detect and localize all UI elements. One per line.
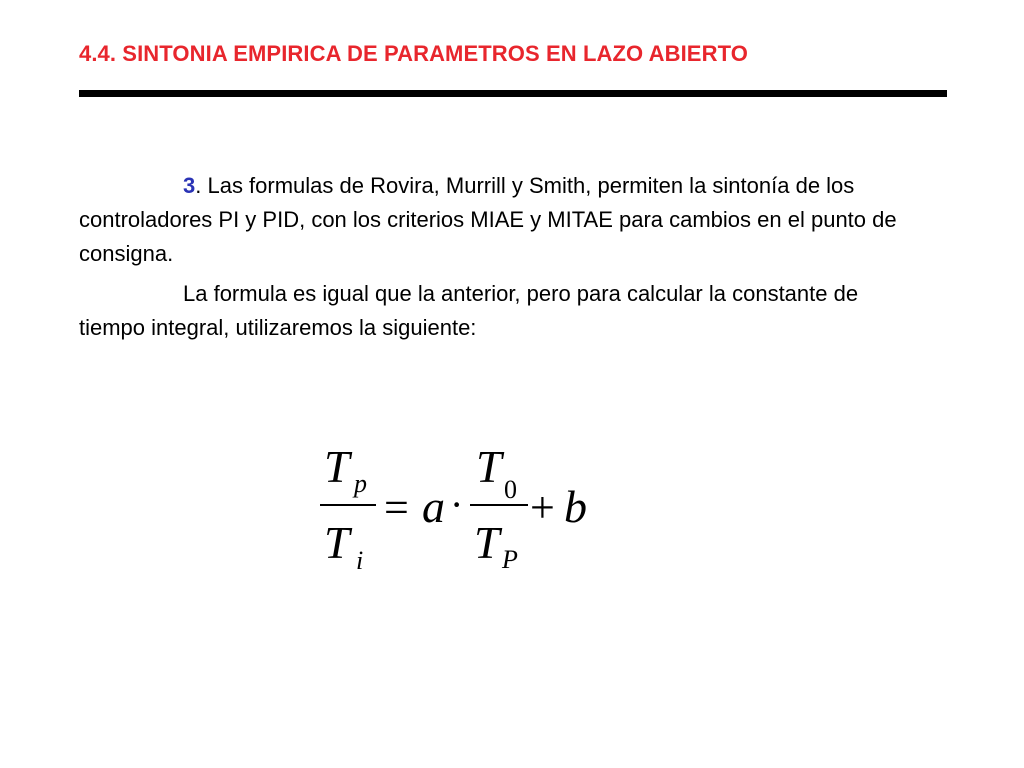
constant-b: b — [564, 481, 587, 532]
title-underline — [79, 90, 947, 97]
lhs-denominator-base: T — [324, 517, 350, 568]
rhs-denominator-base: T — [474, 517, 500, 568]
rhs-numerator-base: T — [476, 441, 502, 492]
formula-svg — [310, 440, 610, 585]
slide-body — [79, 169, 924, 345]
coefficient-a: a — [422, 481, 445, 532]
paragraph-2: La formula es igual que la anterior, pero para calcular la constante de tiempo integral, utilizaremos la siguiente: — [79, 281, 859, 340]
formula — [310, 440, 610, 585]
equals-sign: = — [384, 483, 409, 532]
paragraph-1 — [79, 169, 924, 271]
lhs-numerator-subscript: p — [354, 469, 367, 498]
rhs-fraction-bar — [470, 504, 528, 506]
multiplication-dot: · — [450, 482, 464, 527]
rhs-denominator-subscript: P — [502, 545, 518, 574]
lhs-denominator-subscript: i — [356, 546, 364, 575]
slide-title: 4.4. SINTONIA EMPIRICA DE PARAMETROS EN LAZO ABIERTO — [79, 41, 748, 66]
paragraph-1-text: . Las formulas de Rovira, Murrill y Smith, permiten la sintonía de los controladores PI y PID, con los criterios MIAE y MITAE para cambios en el punto de consigna. — [79, 173, 897, 266]
lhs-numerator-base: T — [324, 441, 350, 492]
lhs-fraction-bar — [320, 504, 376, 506]
item-number: 3 — [183, 173, 196, 198]
rhs-numerator-subscript: 0 — [504, 475, 517, 504]
plus-sign: + — [530, 483, 555, 532]
